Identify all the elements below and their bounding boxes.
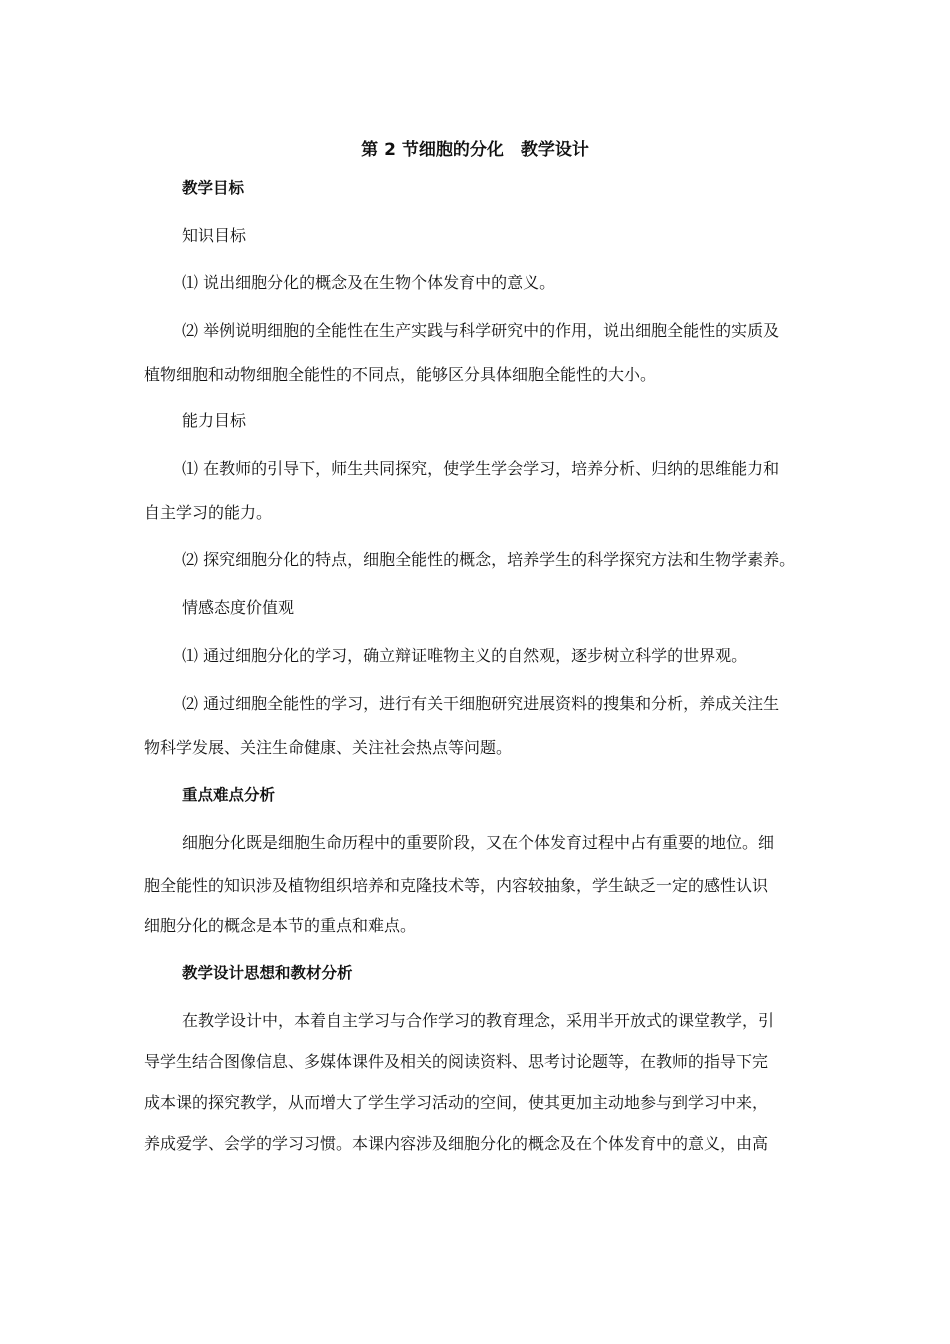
design-line-1: 在教学设计中，本着自主学习与合作学习的教育理念，采用半开放式的课堂教学，引 [182,1011,775,1030]
attitude-item-2-line-2: 物科学发展、关注生命健康、关注社会热点等问题。 [144,738,513,757]
key-points-line-1: 细胞分化既是细胞生命历程中的重要阶段，又在个体发育过程中占有重要的地位。细 [182,833,775,852]
attitude-label: 情感态度价值观 [182,598,295,617]
design-line-3: 成本课的探究教学，从而增大了学生学习活动的空间，使其更加主动地参与到学习中来， [144,1093,769,1112]
design-heading: 教学设计思想和教材分析 [182,964,353,982]
attitude-item-2-line-1: ⑵ 通过细胞全能性的学习，进行有关干细胞研究进展资料的搜集和分析，养成关注生 [182,694,780,713]
design-line-2: 导学生结合图像信息、多媒体课件及相关的阅读资料、思考讨论题等，在教师的指导下完 [144,1052,769,1071]
key-points-line-3: 细胞分化的概念是本节的重点和难点。 [144,916,417,935]
design-line-4: 养成爱学、会学的学习习惯。本课内容涉及细胞分化的概念及在个体发育中的意义，由高 [144,1134,769,1153]
document-title: 第 2 节细胞的分化 教学设计 [361,140,589,160]
ability-label: 能力目标 [182,411,247,430]
objectives-heading: 教学目标 [182,179,245,197]
knowledge-item-1: ⑴ 说出细胞分化的概念及在生物个体发育中的意义。 [182,273,556,292]
key-points-heading: 重点难点分析 [182,786,276,804]
ability-item-1-line-1: ⑴ 在教师的引导下，师生共同探究，使学生学会学习，培养分析、归纳的思维能力和 [182,459,780,478]
knowledge-item-2-line-2: 植物细胞和动物细胞全能性的不同点，能够区分具体细胞全能性的大小。 [144,365,657,384]
attitude-item-1: ⑴ 通过细胞分化的学习，确立辩证唯物主义的自然观，逐步树立科学的世界观。 [182,646,748,665]
ability-item-1-line-2: 自主学习的能力。 [144,503,273,522]
ability-item-2: ⑵ 探究细胞分化的特点，细胞全能性的概念，培养学生的科学探究方法和生物学素养。 [182,550,796,569]
knowledge-label: 知识目标 [182,226,247,245]
key-points-line-2: 胞全能性的知识涉及植物组织培养和克隆技术等，内容较抽象，学生缺乏一定的感性认识 [144,876,769,895]
knowledge-item-2-line-1: ⑵ 举例说明细胞的全能性在生产实践与科学研究中的作用，说出细胞全能性的实质及 [182,321,780,340]
